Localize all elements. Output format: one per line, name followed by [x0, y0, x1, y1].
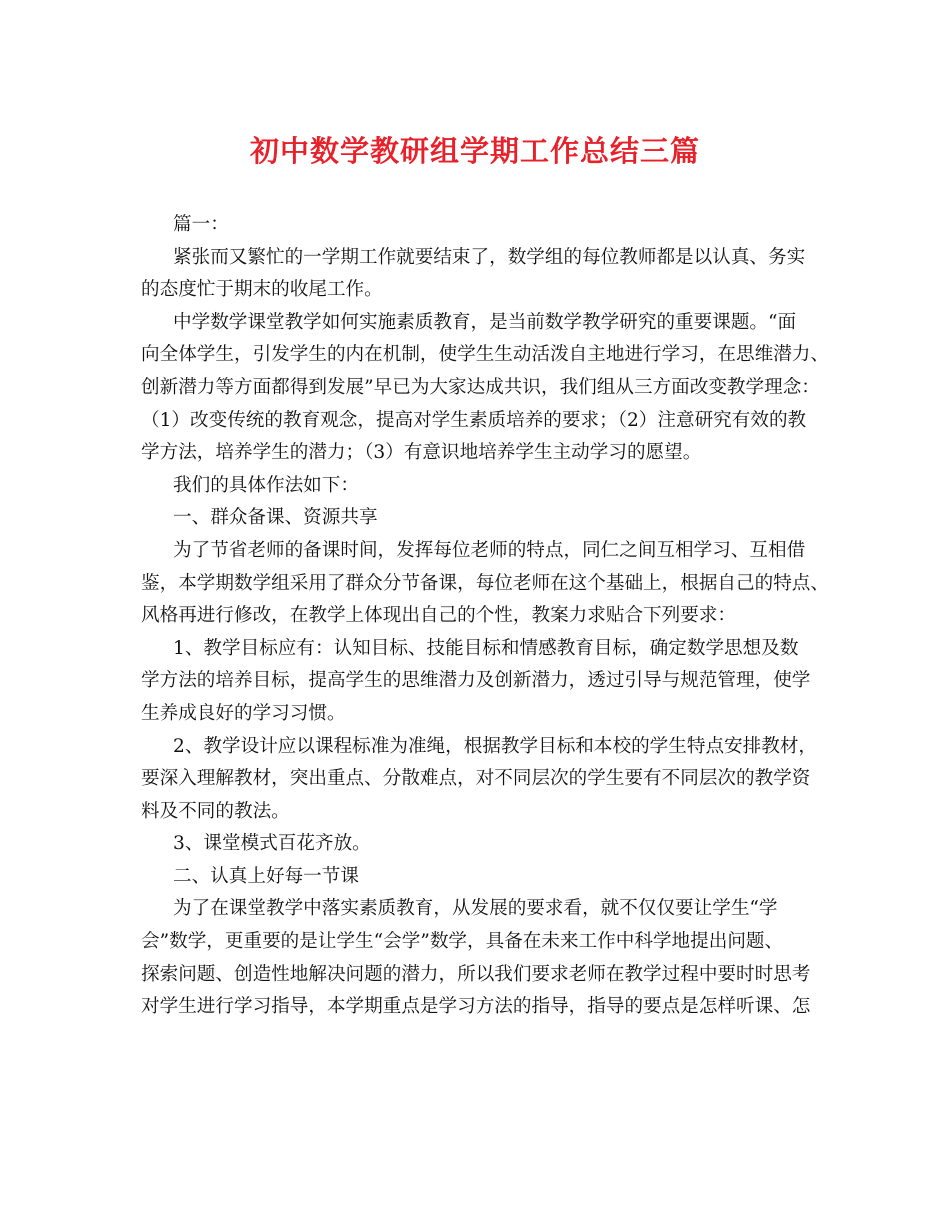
text-line: 1、教学目标应有：认知目标、技能目标和情感教育目标，确定数学思想及数 [173, 637, 799, 659]
text-line: 学方法的培养目标，提高学生的思维潜力及创新潜力，透过引导与规范管理，使学 [141, 670, 811, 692]
text-line: 中学数学课堂教学如何实施素质教育，是当前数学教学研究的重要课题。“面 [173, 311, 797, 333]
text-line: 3、课堂模式百花齐放。 [173, 833, 371, 855]
text-line: （1）改变传统的教育观念，提高对学生素质培养的要求；（2）注意研究有效的教 [141, 409, 807, 431]
text-line: 要深入理解教材，突出重点、分散难点，对不同层次的学生要有不同层次的教学资 [141, 768, 811, 790]
text-line: 紧张而又繁忙的一学期工作就要结束了，数学组的每位教师都是以认真、务实 [173, 246, 806, 268]
text-line: 我们的具体作法如下： [173, 474, 359, 496]
text-line: 鉴，本学期数学组采用了群众分节备课，每位老师在这个基础上，根据自己的特点、 [141, 572, 829, 594]
text-line: 为了节省老师的备课时间，发挥每位老师的特点，同仁之间互相学习、互相借 [173, 539, 806, 561]
text-line: 料及不同的教法。 [141, 800, 290, 822]
text-line: 为了在课堂教学中落实素质教育，从发展的要求看，就不仅仅要让学生“学 [173, 898, 778, 920]
text-line: 风格再进行修改，在教学上体现出自己的个性，教案力求贴合下列要求： [141, 605, 737, 627]
text-line: 会”数学，更重要的是让学生“会学”数学，具备在未来工作中科学地提出问题、 [141, 931, 784, 953]
text-line: 探索问题、创造性地解决问题的潜力，所以我们要求老师在教学过程中要时时思考 [141, 963, 811, 985]
text-line: 向全体学生，引发学生的内在机制，使学生生动活泼自主地进行学习，在思维潜力、 [141, 344, 829, 366]
text-line: 篇一： [173, 214, 229, 235]
text-line: 2、教学设计应以课程标准为准绳，根据教学目标和本校的学生特点安排教材， [173, 735, 818, 757]
text-line: 生养成良好的学习习惯。 [141, 702, 346, 724]
text-line: 的态度忙于期末的收尾工作。 [141, 279, 383, 301]
document-body [141, 209, 829, 1024]
text-line: 二、认真上好每一节课 [173, 865, 359, 887]
text-line: 学方法，培养学生的潜力；（3）有意识地培养学生主动学习的愿望。 [141, 442, 702, 464]
text-line: 一、群众备课、资源共享 [173, 507, 378, 529]
text-line: 对学生进行学习指导，本学期重点是学习方法的指导，指导的要点是怎样听课、怎 [141, 996, 811, 1018]
text-line: 创新潜力等方面都得到发展”早已为大家达成共识，我们组从三方面改变教学理念： [141, 376, 820, 398]
document-title: 初中数学教研组学期工作总结三篇 [249, 134, 700, 168]
